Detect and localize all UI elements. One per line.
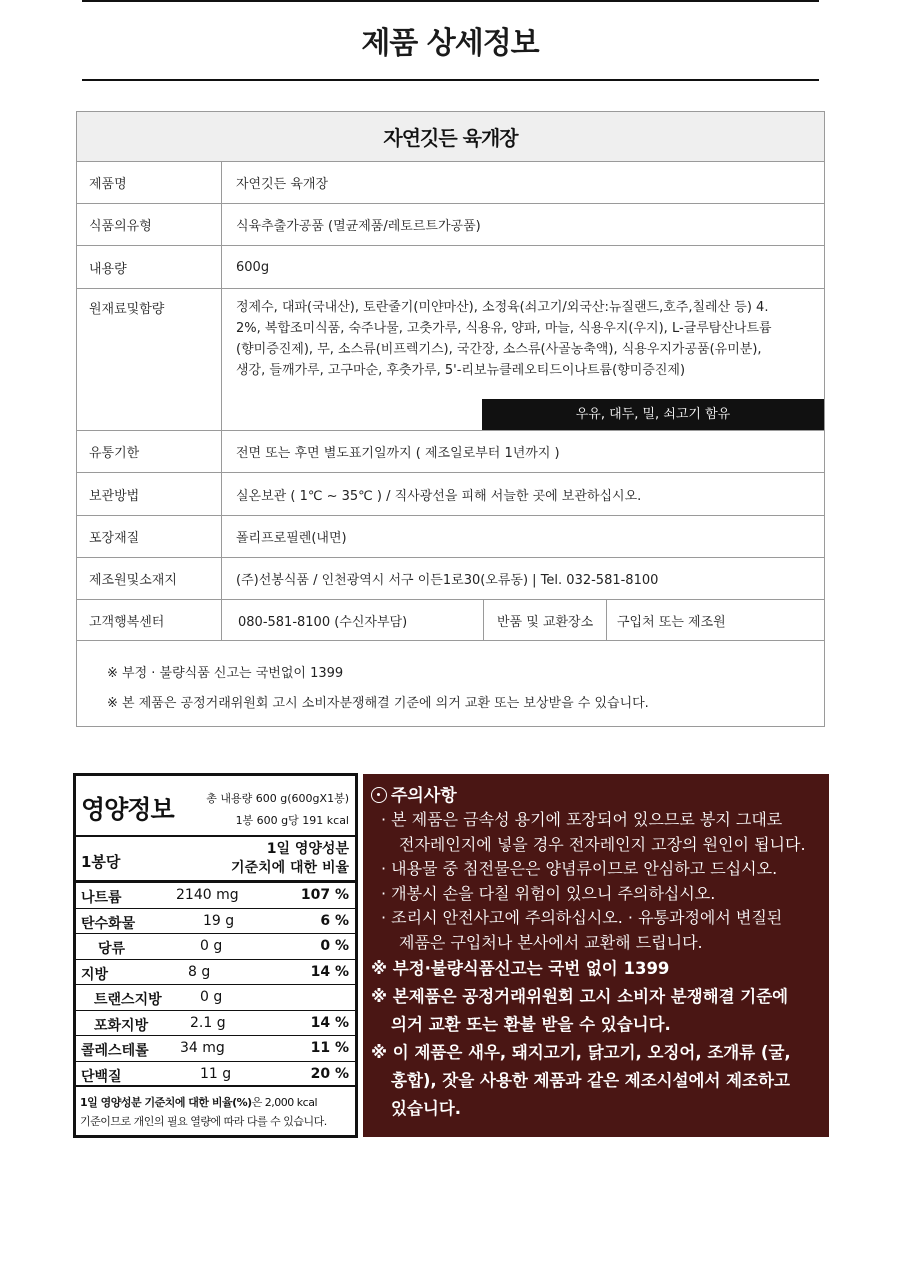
row-value: 600g [222, 246, 825, 289]
nutrient-name: 단백질 [81, 1068, 122, 1085]
total-amount: 총 내용량 600 g(600gX1봉) [206, 792, 349, 805]
nutrient-amount: 0 g [200, 938, 223, 954]
caution-list [371, 808, 829, 955]
row-label: 보관방법 [77, 473, 222, 516]
nutrition-header [76, 776, 355, 837]
dv-heading-line: 1일 영양성분 [266, 841, 349, 857]
row-label: 유통기한 [77, 431, 222, 473]
caution-note-cont: 의거 교환 또는 환불 받을 수 있습니다. [391, 1015, 671, 1034]
page-title: 제품 상세정보 [361, 26, 539, 61]
caution-heading [371, 784, 829, 808]
notes-row [77, 641, 825, 727]
table-row [77, 558, 825, 600]
row-value: 폴리프로필렌(내면) [222, 516, 825, 558]
caution-note: ※ 부정·불량식품신고는 국번 없이 1399 [371, 959, 670, 978]
caution-line: · 내용물 중 침전물은은 양념류이므로 안심하고 드십시오. [381, 859, 778, 878]
caution-note: ※ 본제품은 공정거래위원회 고시 소비자 분쟁해결 기준에 [371, 987, 789, 1006]
nutrient-name: 콜레스테롤 [81, 1043, 149, 1059]
table-row [77, 246, 825, 289]
service-cells [222, 600, 825, 641]
row-label: 제조원및소재지 [77, 558, 222, 600]
nutrient-pct: 14 % [310, 1014, 349, 1031]
nutrient-name: 당류 [98, 941, 126, 957]
report-note: ※ 부정 · 불량식품 신고는 국번없이 1399 [107, 666, 344, 681]
info-circle-icon [371, 787, 387, 803]
caution-title: 주의사항 [391, 786, 457, 806]
notes-cell [77, 641, 825, 727]
table-row [77, 162, 825, 204]
row-value: 전면 또는 후면 별도표기일까지 ( 제조일로부터 1년까지 ) [222, 431, 825, 473]
row-value: 식육추출가공품 (멸균제품/레토르트가공품) [222, 204, 825, 246]
row-label: 내용량 [77, 246, 222, 289]
total-kcal: 1봉 600 g당 191 kcal [235, 814, 349, 827]
nutrient-row [76, 883, 355, 909]
nutrition-title: 영양정보 [81, 795, 174, 824]
caution-note-cont: 있습니다. [391, 1099, 462, 1118]
row-value: 자연깃든 육개장 [222, 162, 825, 204]
nutrient-amount: 11 g [200, 1065, 232, 1082]
nutrient-name: 지방 [81, 966, 109, 983]
allergen-notice: 우유, 대두, 밀, 쇠고기 함유 [482, 399, 824, 430]
nutrient-name: 트랜스지방 [94, 992, 162, 1008]
dv-heading-line: 기준치에 대한 비율 [231, 860, 349, 876]
product-heading: 자연깃든 육개장 [77, 112, 825, 162]
nutrient-pct: 11 % [310, 1040, 349, 1056]
service-phone: 080-581-8100 (수신자부담) [222, 600, 484, 640]
footnote-line2: 기준이므로 개인의 필요 열량에 따라 다를 수 있습니다. [80, 1115, 327, 1128]
footnote-bold: 1일 영양성분 기준치에 대한 비율(%) [80, 1096, 252, 1109]
nutrient-row [76, 934, 355, 960]
nutrient-row [76, 985, 355, 1011]
table-row [77, 431, 825, 473]
ingredients-line: 2%, 복합조미식품, 숙주나물, 고춧가루, 식용유, 양파, 마늘, 식용우지(우지), L-글루탐산나트륨 [236, 321, 772, 336]
nutrient-pct: 14 % [310, 963, 349, 980]
table-row [77, 516, 825, 558]
caution-line: · 개봉시 손을 다칠 위험이 있으니 주의하십시오. [381, 883, 716, 903]
row-label: 원재료및함량 [77, 289, 222, 431]
nutrition-panel [73, 773, 358, 1138]
caution-panel [363, 774, 829, 1137]
top-divider [82, 0, 819, 2]
nutrient-amount: 0 g [200, 989, 223, 1005]
row-label: 고객행복센터 [77, 600, 222, 641]
nutrient-amount: 2140 mg [176, 887, 239, 903]
return-place-value: 구입처 또는 제조원 [617, 614, 726, 630]
caution-note-cont: 홍합), 잣을 사용한 제품과 같은 제조시설에서 제조하고 [391, 1071, 790, 1090]
nutrient-amount: 8 g [188, 963, 211, 980]
caution-line: · 본 제품은 금속성 용기에 포장되어 있으므로 봉지 그대로 [381, 810, 783, 829]
ingredients-value [222, 289, 825, 431]
compensation-note: ※ 본 제품은 공정거래위원회 고시 소비자분쟁해결 기준에 의거 교환 또는 보상받을 수 있습니다. [107, 696, 649, 711]
caution-line: 전자레인지에 넣을 경우 전자레인지 고장의 원인이 됩니다. [399, 834, 806, 854]
nutrient-name: 포화지방 [94, 1017, 149, 1034]
row-label: 제품명 [77, 162, 222, 204]
caution-line: · 조리시 안전사고에 주의하십시오. · 유통과정에서 변질된 [381, 908, 783, 927]
footnote-rest: 은 2,000 kcal [251, 1096, 318, 1109]
ingredients-row [77, 289, 825, 431]
nutrient-amount: 34 mg [180, 1040, 225, 1056]
return-place-label: 반품 및 교환장소 [484, 600, 607, 640]
nutrient-row [76, 1062, 355, 1088]
nutrient-row [76, 1036, 355, 1062]
caution-note: ※ 이 제품은 새우, 돼지고기, 닭고기, 오징어, 조개류 (굴, [371, 1043, 791, 1062]
row-label: 식품의유형 [77, 204, 222, 246]
nutrient-pct: 0 % [320, 938, 349, 954]
table-row [77, 473, 825, 516]
row-value: 실온보관 ( 1℃ ~ 35℃ ) / 직사광선을 피해 서늘한 곳에 보관하십시오. [222, 473, 825, 516]
nutrition-per-row [76, 837, 355, 883]
nutrient-row [76, 909, 355, 935]
product-info-table [76, 111, 825, 727]
caution-line: 제품은 구입처나 본사에서 교환해 드립니다. [399, 932, 703, 952]
nutrient-amount: 19 g [203, 912, 235, 929]
service-row [77, 600, 825, 641]
nutrient-row [76, 1011, 355, 1037]
ingredients-line: 생강, 들깨가루, 고구마순, 후춧가루, 5'-리보뉴클레오티드이나트륨(향미증진제) [236, 363, 686, 378]
nutrition-footnote [76, 1087, 355, 1131]
nutrient-row [76, 960, 355, 986]
daily-value-heading [231, 840, 349, 878]
row-value: (주)선봉식품 / 인천광역시 서구 이든1로30(오류동) | Tel. 032-581-8100 [222, 558, 825, 600]
table-row [77, 204, 825, 246]
title-divider [82, 79, 819, 81]
nutrition-total [206, 788, 349, 832]
nutrient-pct: 107 % [300, 887, 349, 903]
nutrient-amount: 2.1 g [190, 1014, 226, 1031]
per-serving-label: 1봉당 [81, 853, 121, 871]
nutrient-pct: 6 % [320, 912, 349, 929]
row-label: 포장재질 [77, 516, 222, 558]
ingredients-line: 정제수, 대파(국내산), 토란줄기(미얀마산), 소정육(쇠고기/외국산:뉴질랜드,호주,칠레산 등) 4. [236, 300, 769, 315]
ingredients-line: (향미증진제), 무, 소스류(비프렉기스), 국간장, 소스류(사골농축액), 식용우지가공품(유미분), [236, 342, 762, 357]
nutrient-name: 나트륨 [81, 890, 122, 906]
caution-notes [371, 955, 829, 1123]
nutrient-name: 탄수화물 [81, 915, 136, 932]
nutrient-pct: 20 % [310, 1065, 349, 1082]
